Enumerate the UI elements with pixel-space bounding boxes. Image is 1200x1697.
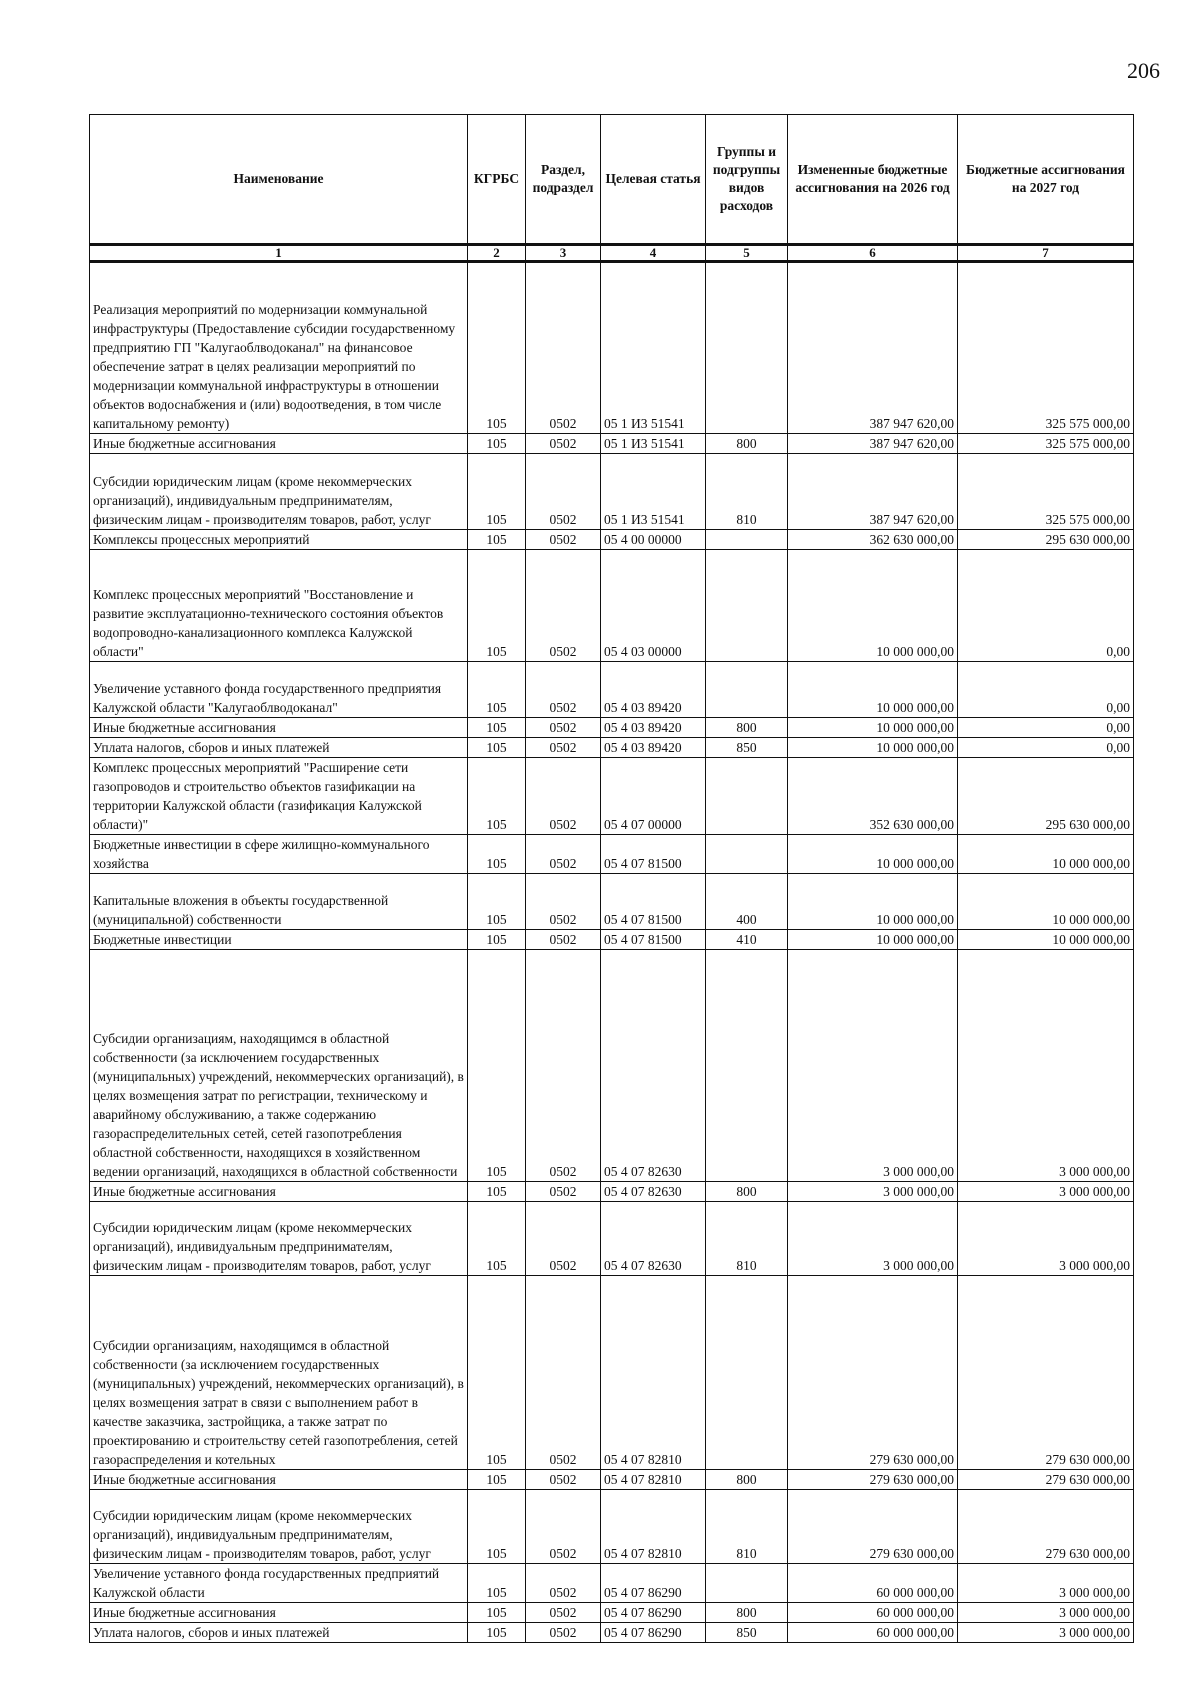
column-number: 6 [788, 245, 958, 262]
table-cell-2027: 3 000 000,00 [958, 1623, 1134, 1643]
column-number: 5 [706, 245, 788, 262]
table-cell-2026: 362 630 000,00 [788, 530, 958, 550]
table-cell-target: 05 4 07 82630 [601, 1182, 706, 1202]
header-section: Раздел, подраздел [526, 115, 601, 245]
table-cell-2027: 279 630 000,00 [958, 1470, 1134, 1490]
table-cell-kgrbs: 105 [468, 874, 526, 930]
table-cell-kgrbs: 105 [468, 550, 526, 662]
table-cell-kgrbs: 105 [468, 1470, 526, 1490]
table-cell-section: 0502 [526, 1623, 601, 1643]
table-cell-2026: 10 000 000,00 [788, 835, 958, 874]
table-cell-2027: 0,00 [958, 718, 1134, 738]
table-cell-2026: 279 630 000,00 [788, 1490, 958, 1564]
table-cell-section: 0502 [526, 930, 601, 950]
table-row [90, 1182, 1134, 1202]
page-number: 206 [1127, 58, 1160, 83]
table-cell-section: 0502 [526, 950, 601, 1182]
table-cell-2027: 279 630 000,00 [958, 1490, 1134, 1564]
table-cell-2026: 279 630 000,00 [788, 1276, 958, 1470]
table-row [90, 1276, 1134, 1470]
table-cell-2027: 10 000 000,00 [958, 930, 1134, 950]
table-cell-section: 0502 [526, 434, 601, 454]
table-row [90, 1623, 1134, 1643]
table-cell-2026: 10 000 000,00 [788, 550, 958, 662]
table-cell-2027: 325 575 000,00 [958, 454, 1134, 530]
table-cell-group: 810 [706, 454, 788, 530]
table-cell-group [706, 550, 788, 662]
header-name: Наименование [90, 115, 468, 245]
table-cell-target: 05 4 07 82810 [601, 1490, 706, 1564]
table-cell-name: Иные бюджетные ассигнования [90, 718, 468, 738]
table-cell-name: Увеличение уставного фонда государственных предприятий Калужской области [90, 1564, 468, 1603]
table-cell-section: 0502 [526, 454, 601, 530]
column-number-row [90, 245, 1134, 262]
table-cell-name: Комплексы процессных мероприятий [90, 530, 468, 550]
table-cell-section: 0502 [526, 835, 601, 874]
table-cell-kgrbs: 105 [468, 738, 526, 758]
table-cell-section: 0502 [526, 1182, 601, 1202]
table-cell-target: 05 4 07 81500 [601, 930, 706, 950]
header-groups: Группы и подгруппы видов расходов [706, 115, 788, 245]
table-cell-name: Иные бюджетные ассигнования [90, 1603, 468, 1623]
table-cell-group [706, 950, 788, 1182]
table-cell-2026: 387 947 620,00 [788, 262, 958, 434]
table-cell-2027: 3 000 000,00 [958, 1202, 1134, 1276]
table-cell-kgrbs: 105 [468, 1202, 526, 1276]
table-cell-2027: 279 630 000,00 [958, 1276, 1134, 1470]
table-cell-kgrbs: 105 [468, 1564, 526, 1603]
table-cell-kgrbs: 105 [468, 454, 526, 530]
table-cell-2027: 3 000 000,00 [958, 1182, 1134, 1202]
table-cell-name: Бюджетные инвестиции [90, 930, 468, 950]
table-cell-kgrbs: 105 [468, 930, 526, 950]
table-cell-section: 0502 [526, 662, 601, 718]
table-row [90, 1490, 1134, 1564]
table-cell-group: 800 [706, 718, 788, 738]
table-cell-2026: 10 000 000,00 [788, 930, 958, 950]
table-cell-2026: 10 000 000,00 [788, 738, 958, 758]
table-cell-kgrbs: 105 [468, 1276, 526, 1470]
table-cell-group: 410 [706, 930, 788, 950]
table-cell-name: Субсидии юридическим лицам (кроме некоммерческих организаций), индивидуальным предпринимателям, физическим лицам - производителям товаров, работ, услуг [90, 1490, 468, 1564]
table-cell-2026: 352 630 000,00 [788, 758, 958, 835]
table-cell-2026: 387 947 620,00 [788, 434, 958, 454]
table-cell-2026: 10 000 000,00 [788, 874, 958, 930]
table-row [90, 950, 1134, 1182]
table-cell-group [706, 1564, 788, 1603]
table-cell-kgrbs: 105 [468, 262, 526, 434]
column-number: 1 [90, 245, 468, 262]
table-cell-name: Субсидии юридическим лицам (кроме некоммерческих организаций), индивидуальным предпринимателям, физическим лицам - производителям товаров, работ, услуг [90, 1202, 468, 1276]
table-row [90, 758, 1134, 835]
table-cell-2027: 0,00 [958, 662, 1134, 718]
table-cell-2026: 60 000 000,00 [788, 1564, 958, 1603]
table-cell-target: 05 4 00 00000 [601, 530, 706, 550]
table-cell-name: Иные бюджетные ассигнования [90, 434, 468, 454]
table-cell-target: 05 4 07 86290 [601, 1603, 706, 1623]
table-cell-kgrbs: 105 [468, 1182, 526, 1202]
column-number: 3 [526, 245, 601, 262]
table-row [90, 1202, 1134, 1276]
table-row [90, 530, 1134, 550]
table-cell-2026: 10 000 000,00 [788, 662, 958, 718]
table-cell-name: Иные бюджетные ассигнования [90, 1182, 468, 1202]
table-cell-section: 0502 [526, 1564, 601, 1603]
table-cell-group: 800 [706, 1182, 788, 1202]
table-cell-2027: 295 630 000,00 [958, 758, 1134, 835]
table-cell-kgrbs: 105 [468, 1603, 526, 1623]
table-cell-2027: 10 000 000,00 [958, 835, 1134, 874]
table-cell-section: 0502 [526, 262, 601, 434]
table-cell-group [706, 758, 788, 835]
table-cell-section: 0502 [526, 530, 601, 550]
table-cell-section: 0502 [526, 550, 601, 662]
table-cell-2026: 3 000 000,00 [788, 950, 958, 1182]
table-cell-2027: 0,00 [958, 550, 1134, 662]
table-cell-kgrbs: 105 [468, 1623, 526, 1643]
table-cell-group [706, 262, 788, 434]
table-cell-kgrbs: 105 [468, 530, 526, 550]
table-row [90, 434, 1134, 454]
table-cell-target: 05 4 07 81500 [601, 874, 706, 930]
budget-table [89, 114, 1134, 1643]
table-cell-target: 05 1 И3 51541 [601, 454, 706, 530]
table-row [90, 454, 1134, 530]
table-row [90, 550, 1134, 662]
table-cell-2026: 3 000 000,00 [788, 1182, 958, 1202]
table-cell-target: 05 4 03 00000 [601, 550, 706, 662]
table-cell-group [706, 1276, 788, 1470]
table-cell-group [706, 530, 788, 550]
table-cell-target: 05 4 07 86290 [601, 1564, 706, 1603]
table-cell-2026: 387 947 620,00 [788, 454, 958, 530]
table-cell-group: 850 [706, 1623, 788, 1643]
table-cell-target: 05 4 07 82630 [601, 1202, 706, 1276]
table-cell-group [706, 835, 788, 874]
table-cell-section: 0502 [526, 1490, 601, 1564]
header-row [90, 115, 1134, 245]
table-cell-name: Субсидии организациям, находящимся в областной собственности (за исключением государственных (муниципальных) учреждений, некоммерческих организаций), в целях возмещения затрат в связи с выполнением работ в качестве заказчика, застройщика, а также затрат по проектированию и строительству сетей газопотребления, сетей газораспределения и котельных [90, 1276, 468, 1470]
table-row [90, 874, 1134, 930]
table-cell-section: 0502 [526, 1202, 601, 1276]
table-cell-section: 0502 [526, 758, 601, 835]
table-cell-2027: 3 000 000,00 [958, 1564, 1134, 1603]
table-cell-name: Субсидии юридическим лицам (кроме некоммерческих организаций), индивидуальным предпринимателям, физическим лицам - производителям товаров, работ, услуг [90, 454, 468, 530]
table-cell-target: 05 4 03 89420 [601, 662, 706, 718]
table-cell-target: 05 4 07 82810 [601, 1470, 706, 1490]
table-cell-section: 0502 [526, 738, 601, 758]
table-cell-2026: 3 000 000,00 [788, 1202, 958, 1276]
table-cell-kgrbs: 105 [468, 950, 526, 1182]
table-cell-target: 05 4 07 82630 [601, 950, 706, 1182]
column-number: 4 [601, 245, 706, 262]
table-cell-name: Уплата налогов, сборов и иных платежей [90, 738, 468, 758]
table-cell-2026: 279 630 000,00 [788, 1470, 958, 1490]
table-cell-name: Комплекс процессных мероприятий "Восстановление и развитие эксплуатационно-технического состояния объектов водопроводно-канализационного комплекса Калужской области" [90, 550, 468, 662]
column-number: 2 [468, 245, 526, 262]
table-cell-name: Комплекс процессных мероприятий "Расширение сети газопроводов и строительство объектов газификации на территории Калужской области (газификация Калужской области)" [90, 758, 468, 835]
header-2027: Бюджетные ассигнования на 2027 год [958, 115, 1134, 245]
table-cell-group [706, 662, 788, 718]
table-cell-group: 810 [706, 1490, 788, 1564]
table-cell-group: 800 [706, 1470, 788, 1490]
table-cell-group: 400 [706, 874, 788, 930]
table-row [90, 262, 1134, 434]
table-cell-2027: 325 575 000,00 [958, 262, 1134, 434]
header-kgrbs: КГРБС [468, 115, 526, 245]
table-cell-group: 850 [706, 738, 788, 758]
table-cell-kgrbs: 105 [468, 758, 526, 835]
table-cell-target: 05 4 07 81500 [601, 835, 706, 874]
table-cell-section: 0502 [526, 1603, 601, 1623]
column-number: 7 [958, 245, 1134, 262]
table-cell-target: 05 1 И3 51541 [601, 434, 706, 454]
table-cell-group: 810 [706, 1202, 788, 1276]
table-cell-2026: 10 000 000,00 [788, 718, 958, 738]
table-cell-kgrbs: 105 [468, 835, 526, 874]
table-cell-target: 05 1 И3 51541 [601, 262, 706, 434]
table-cell-2027: 325 575 000,00 [958, 434, 1134, 454]
table-cell-name: Иные бюджетные ассигнования [90, 1470, 468, 1490]
table-cell-2027: 0,00 [958, 738, 1134, 758]
table-cell-section: 0502 [526, 718, 601, 738]
table-cell-kgrbs: 105 [468, 1490, 526, 1564]
table-cell-2027: 295 630 000,00 [958, 530, 1134, 550]
table-cell-target: 05 4 07 86290 [601, 1623, 706, 1643]
table-cell-section: 0502 [526, 1470, 601, 1490]
table-row [90, 738, 1134, 758]
table-row [90, 718, 1134, 738]
header-2026: Измененные бюджетные ассигнования на 2026 год [788, 115, 958, 245]
table-row [90, 1603, 1134, 1623]
table-cell-kgrbs: 105 [468, 434, 526, 454]
table-cell-group: 800 [706, 434, 788, 454]
table-row [90, 662, 1134, 718]
header-target: Целевая статья [601, 115, 706, 245]
table-cell-target: 05 4 03 89420 [601, 738, 706, 758]
table-cell-target: 05 4 07 00000 [601, 758, 706, 835]
table-cell-name: Реализация мероприятий по модернизации коммунальной инфраструктуры (Предоставление субсидии государственному предприятию ГП "Калугаоблводоканал" на финансовое обеспечение затрат в целях реализации мероприятий по модернизации коммунальной инфраструктуры в отношении объектов водоснабжения и (или) водоотведения, в том числе капитальному ремонту) [90, 262, 468, 434]
table-row [90, 930, 1134, 950]
table-cell-target: 05 4 07 82810 [601, 1276, 706, 1470]
table-cell-kgrbs: 105 [468, 718, 526, 738]
table-cell-name: Увеличение уставного фонда государственного предприятия Калужской области "Калугаоблводоканал" [90, 662, 468, 718]
table-cell-target: 05 4 03 89420 [601, 718, 706, 738]
table-cell-name: Субсидии организациям, находящимся в областной собственности (за исключением государственных (муниципальных) учреждений, некоммерческих организаций), в целях возмещения затрат по регистрации, техническому и аварийному обслуживанию, а также содержанию газораспределительных сетей, сетей газопотребления областной собственности, находящихся в хозяйственном ведении организаций, находящихся в областной собственности [90, 950, 468, 1182]
table-cell-2027: 3 000 000,00 [958, 1603, 1134, 1623]
table-cell-kgrbs: 105 [468, 662, 526, 718]
table-cell-section: 0502 [526, 874, 601, 930]
table-cell-group: 800 [706, 1603, 788, 1623]
table-cell-2026: 60 000 000,00 [788, 1603, 958, 1623]
table-row [90, 1564, 1134, 1603]
table-cell-2027: 10 000 000,00 [958, 874, 1134, 930]
table-cell-2027: 3 000 000,00 [958, 950, 1134, 1182]
table-row [90, 835, 1134, 874]
table-cell-name: Капитальные вложения в объекты государственной (муниципальной) собственности [90, 874, 468, 930]
table-cell-2026: 60 000 000,00 [788, 1623, 958, 1643]
table-row [90, 1470, 1134, 1490]
table-cell-section: 0502 [526, 1276, 601, 1470]
table-cell-name: Бюджетные инвестиции в сфере жилищно-коммунального хозяйства [90, 835, 468, 874]
table-cell-name: Уплата налогов, сборов и иных платежей [90, 1623, 468, 1643]
